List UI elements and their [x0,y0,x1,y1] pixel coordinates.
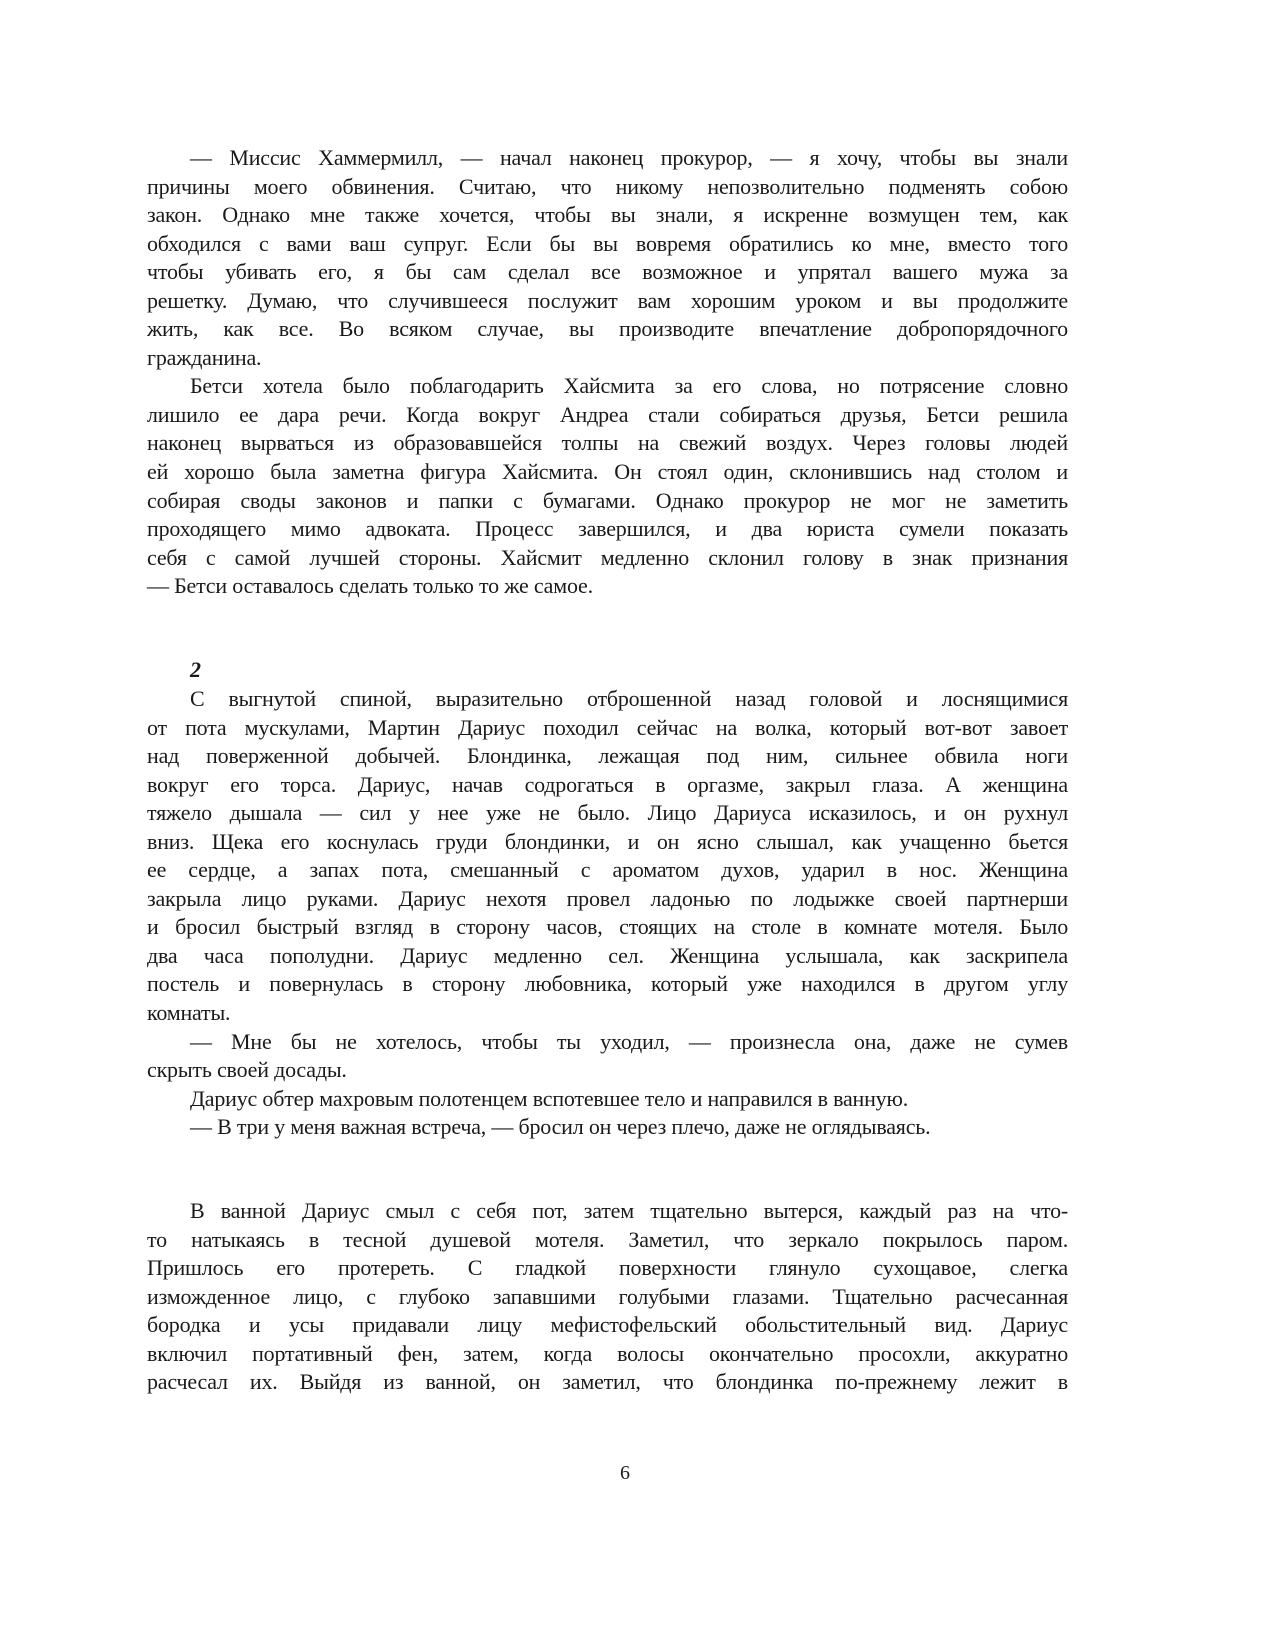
text-line: ей хорошо была заметна фигура Хайсмита. Он стоял один, склонившись над столом и [147,459,1068,485]
text-line: комнаты. [147,1000,231,1026]
text-block-chapter-2 [147,685,1068,1142]
text-line: С выгнутой спиной, выразительно отброшенной назад головой и лоснящимися [190,686,1068,711]
text-block-court [147,144,1068,601]
text-line: наконец вырваться из образовавшейся толпы на свежий воздух. Через головы людей [147,430,1068,456]
text-line: гражданина. [147,344,262,370]
text-line: расчесал их. Выйдя из ванной, он заметил, что блондинка по-прежнему лежит в [147,1369,1068,1395]
text-line: скрыть своей досады. [147,1057,347,1083]
text-line: вокруг его торса. Дариус, начав содрогаться в оргазме, закрыл глаза. А женщина [147,771,1068,797]
text-line: включил портативный фен, затем, когда волосы окончательно просохли, аккуратно [147,1340,1068,1366]
text-line: — В три у меня важная встреча, — бросил он через плечо, даже не оглядываясь. [190,1114,931,1140]
paragraph [147,1028,1068,1085]
text-line: закон. Однако мне также хочется, чтобы вы знали, я искренне возмущен тем, как [147,202,1068,228]
text-line: бородка и усы придавали лицу мефистофельский обольстительный вид. Дариус [147,1312,1068,1338]
text-line: жить, как все. Во всяком случае, вы производите впечатление добропорядочного [147,316,1068,342]
text-line: лишило ее дара речи. Когда вокруг Андреа стали собираться друзья, Бетси решила [147,401,1068,427]
paragraph [147,372,1068,600]
text-line: ее сердце, а запах пота, смешанный с ароматом духов, ударил в нос. Женщина [147,857,1068,883]
text-line: — Бетси оставалось сделать только то же самое. [147,573,593,599]
text-line: то натыкаясь в тесной душевой мотеля. Заметил, что зеркало покрылось паром. [147,1226,1068,1252]
text-line: постель и повернулась в сторону любовника, который уже находился в другом углу [147,971,1068,997]
chapter-heading: 2 [190,657,201,682]
text-line: чтобы убивать его, я бы сам сделал все возможное и упрятал вашего мужа за [147,259,1068,285]
text-line: собирая своды законов и папки с бумагами. Однако прокурор не мог не заметить [147,487,1068,513]
text-line: изможденное лицо, с глубоко запавшими голубыми глазами. Тщательно расчесанная [147,1283,1068,1309]
text-line: от пота мускулами, Мартин Дариус походил сейчас на волка, который вот-вот завоет [147,714,1068,740]
text-line: два часа пополудни. Дариус медленно сел. Женщина услышала, как заскрипела [147,942,1068,968]
paragraph [147,144,1068,372]
paragraph [147,1085,1068,1114]
text-line: Бетси хотела было поблагодарить Хайсмита за его слова, но потрясение словно [190,373,1068,399]
text-line: решетку. Думаю, что случившееся послужит вам хорошим уроком и вы продолжите [147,287,1068,313]
page-number: 6 [620,1462,630,1484]
paragraph [147,1113,1068,1142]
text-line: себя с самой лучшей стороны. Хайсмит медленно склонил голову в знак признания [147,544,1068,570]
text-line: закрыла лицо руками. Дариус нехотя провел ладонью по лодыжке своей партнерши [147,885,1068,911]
text-line: — Миссис Хаммермилл, — начал наконец прокурор, — я хочу, чтобы вы знали [190,145,1068,170]
text-line: над поверженной добычей. Блондинка, лежащая под ним, сильнее обвила ноги [147,743,1068,769]
paragraph [147,1197,1068,1397]
text-line: проходящего мимо адвоката. Процесс завершился, и два юриста сумели показать [147,516,1068,542]
text-line: Дариус обтер махровым полотенцем вспотевшее тело и направился в ванную. [190,1085,909,1111]
text-line: вниз. Щека его коснулась груди блондинки, и он ясно слышал, как учащенно бьется [147,828,1068,854]
paragraph [147,685,1068,1028]
text-line: обходился с вами ваш супруг. Если бы вы вовремя обратились ко мне, вместо того [147,230,1068,256]
text-line: тяжело дышала — сил у нее уже не было. Лицо Дариуса исказилось, и он рухнул [147,800,1068,826]
text-line: причины моего обвинения. Считаю, что никому непозволительно подменять собою [147,173,1068,199]
text-block-bathroom [147,1197,1068,1397]
text-line: В ванной Дариус смыл с себя пот, затем тщательно вытерся, каждый раз на что- [190,1198,1068,1223]
text-line: и бросил быстрый взгляд в сторону часов, стоящих на столе в комнате мотеля. Было [147,914,1068,940]
text-line: Пришлось его протереть. С гладкой поверхности глянуло сухощавое, слегка [147,1255,1068,1281]
text-line: — Мне бы не хотелось, чтобы ты уходил, — произнесла она, даже не сумев [190,1028,1068,1054]
